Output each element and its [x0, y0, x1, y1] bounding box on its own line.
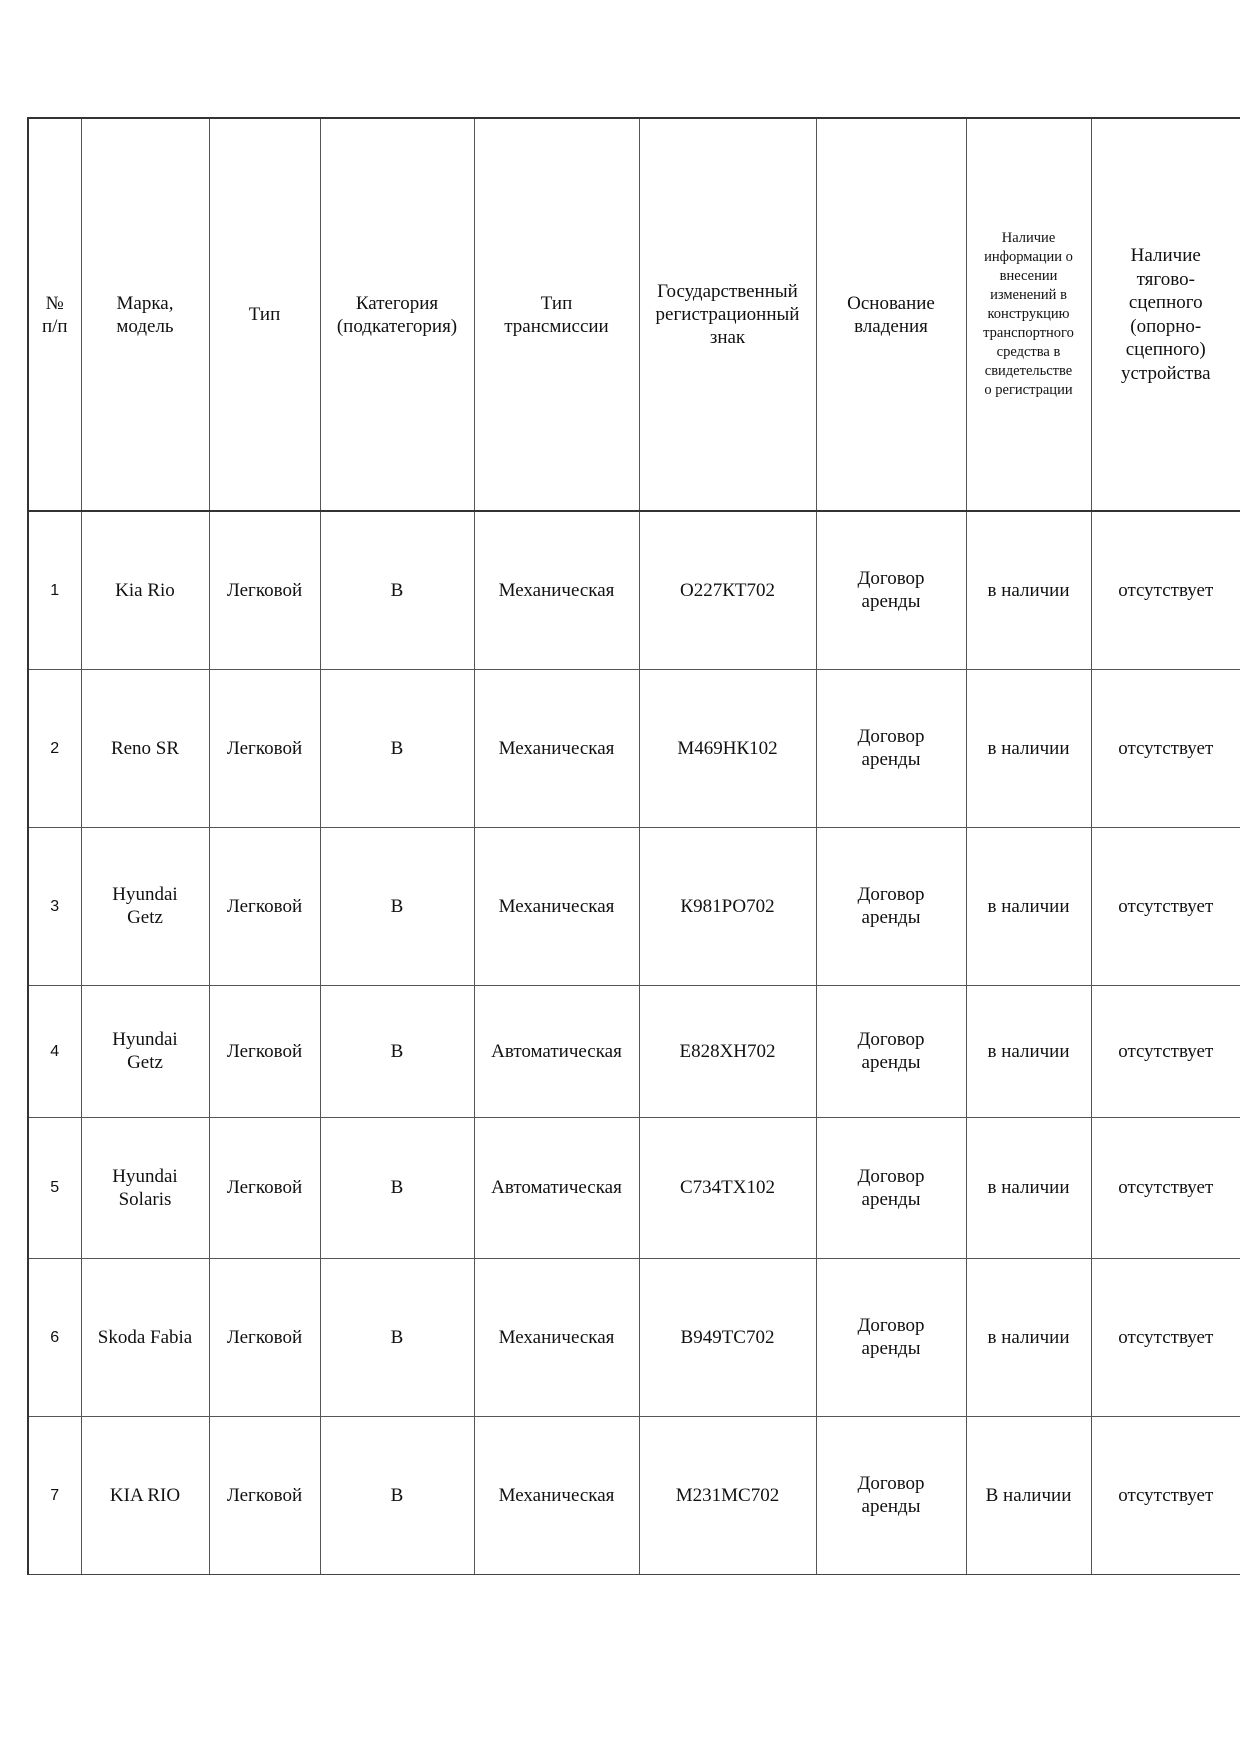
cell-ownership-basis: Договор аренды [816, 985, 966, 1117]
cell-transmission: Механическая [474, 1416, 639, 1574]
cell-category: B [320, 985, 474, 1117]
cell-vehicle-type: Легковой [209, 1258, 320, 1416]
header-row [28, 118, 1240, 511]
cell-category: B [320, 1117, 474, 1258]
col-header-ownership-basis: Основание владения [816, 118, 966, 511]
cell-ownership-basis: Договор аренды [816, 511, 966, 669]
table-body [28, 511, 1240, 1574]
cell-towing-device: отсутствует [1091, 1416, 1240, 1574]
cell-row-number: 5 [28, 1117, 81, 1258]
cell-towing-device: отсутствует [1091, 1258, 1240, 1416]
cell-category: B [320, 1416, 474, 1574]
cell-row-number: 1 [28, 511, 81, 669]
cell-design-changes-info: в наличии [966, 827, 1091, 985]
cell-design-changes-info: в наличии [966, 1258, 1091, 1416]
table-row [28, 511, 1240, 669]
col-header-category: Категория (подкатегория) [320, 118, 474, 511]
cell-category: B [320, 669, 474, 827]
cell-design-changes-info: в наличии [966, 1117, 1091, 1258]
cell-ownership-basis: Договор аренды [816, 827, 966, 985]
cell-vehicle-type: Легковой [209, 1117, 320, 1258]
cell-vehicle-type: Легковой [209, 827, 320, 985]
cell-towing-device: отсутствует [1091, 827, 1240, 985]
table-row [28, 1117, 1240, 1258]
cell-make-model: Reno SR [81, 669, 209, 827]
cell-row-number: 6 [28, 1258, 81, 1416]
cell-registration-plate: О227КТ702 [639, 511, 816, 669]
cell-category: B [320, 511, 474, 669]
cell-row-number: 3 [28, 827, 81, 985]
cell-vehicle-type: Легковой [209, 985, 320, 1117]
cell-design-changes-info: в наличии [966, 511, 1091, 669]
cell-transmission: Автоматическая [474, 985, 639, 1117]
cell-transmission: Механическая [474, 1258, 639, 1416]
cell-registration-plate: М469НК102 [639, 669, 816, 827]
col-header-design-changes: Наличие информации о внесении изменений в конструкцию транспортного средства в свидетельстве о регистрации [966, 118, 1091, 511]
cell-ownership-basis: Договор аренды [816, 1117, 966, 1258]
col-header-transmission: Тип трансмиссии [474, 118, 639, 511]
cell-row-number: 4 [28, 985, 81, 1117]
table-row [28, 669, 1240, 827]
cell-make-model: Hyundai Getz [81, 827, 209, 985]
cell-registration-plate: М231МС702 [639, 1416, 816, 1574]
cell-transmission: Механическая [474, 511, 639, 669]
cell-ownership-basis: Договор аренды [816, 1258, 966, 1416]
cell-towing-device: отсутствует [1091, 669, 1240, 827]
cell-vehicle-type: Легковой [209, 1416, 320, 1574]
cell-registration-plate: Е828ХН702 [639, 985, 816, 1117]
cell-row-number: 7 [28, 1416, 81, 1574]
cell-registration-plate: С734ТХ102 [639, 1117, 816, 1258]
cell-ownership-basis: Договор аренды [816, 669, 966, 827]
cell-registration-plate: В949ТС702 [639, 1258, 816, 1416]
col-header-registration-plate: Государственный регистрационный знак [639, 118, 816, 511]
col-header-type: Тип [209, 118, 320, 511]
cell-category: B [320, 1258, 474, 1416]
cell-registration-plate: К981РО702 [639, 827, 816, 985]
cell-towing-device: отсутствует [1091, 985, 1240, 1117]
vehicle-table [27, 117, 1240, 1575]
cell-vehicle-type: Легковой [209, 669, 320, 827]
cell-make-model: Skoda Fabia [81, 1258, 209, 1416]
cell-row-number: 2 [28, 669, 81, 827]
cell-make-model: Kia Rio [81, 511, 209, 669]
cell-design-changes-info: в наличии [966, 985, 1091, 1117]
cell-transmission: Механическая [474, 669, 639, 827]
cell-towing-device: отсутствует [1091, 511, 1240, 669]
cell-ownership-basis: Договор аренды [816, 1416, 966, 1574]
cell-vehicle-type: Легковой [209, 511, 320, 669]
cell-make-model: Hyundai Getz [81, 985, 209, 1117]
cell-design-changes-info: в наличии [966, 669, 1091, 827]
col-header-number: № п/п [28, 118, 81, 511]
cell-make-model: Hyundai Solaris [81, 1117, 209, 1258]
table-row [28, 985, 1240, 1117]
table-row [28, 827, 1240, 985]
cell-design-changes-info: В наличии [966, 1416, 1091, 1574]
col-header-towing-device: Наличие тягово- сцепного (опорно- сцепного) устройства [1091, 118, 1240, 511]
cell-towing-device: отсутствует [1091, 1117, 1240, 1258]
cell-make-model: KIA RIO [81, 1416, 209, 1574]
table-row [28, 1258, 1240, 1416]
cell-transmission: Механическая [474, 827, 639, 985]
table-row [28, 1416, 1240, 1574]
col-header-make-model: Марка, модель [81, 118, 209, 511]
cell-category: B [320, 827, 474, 985]
cell-transmission: Автоматическая [474, 1117, 639, 1258]
